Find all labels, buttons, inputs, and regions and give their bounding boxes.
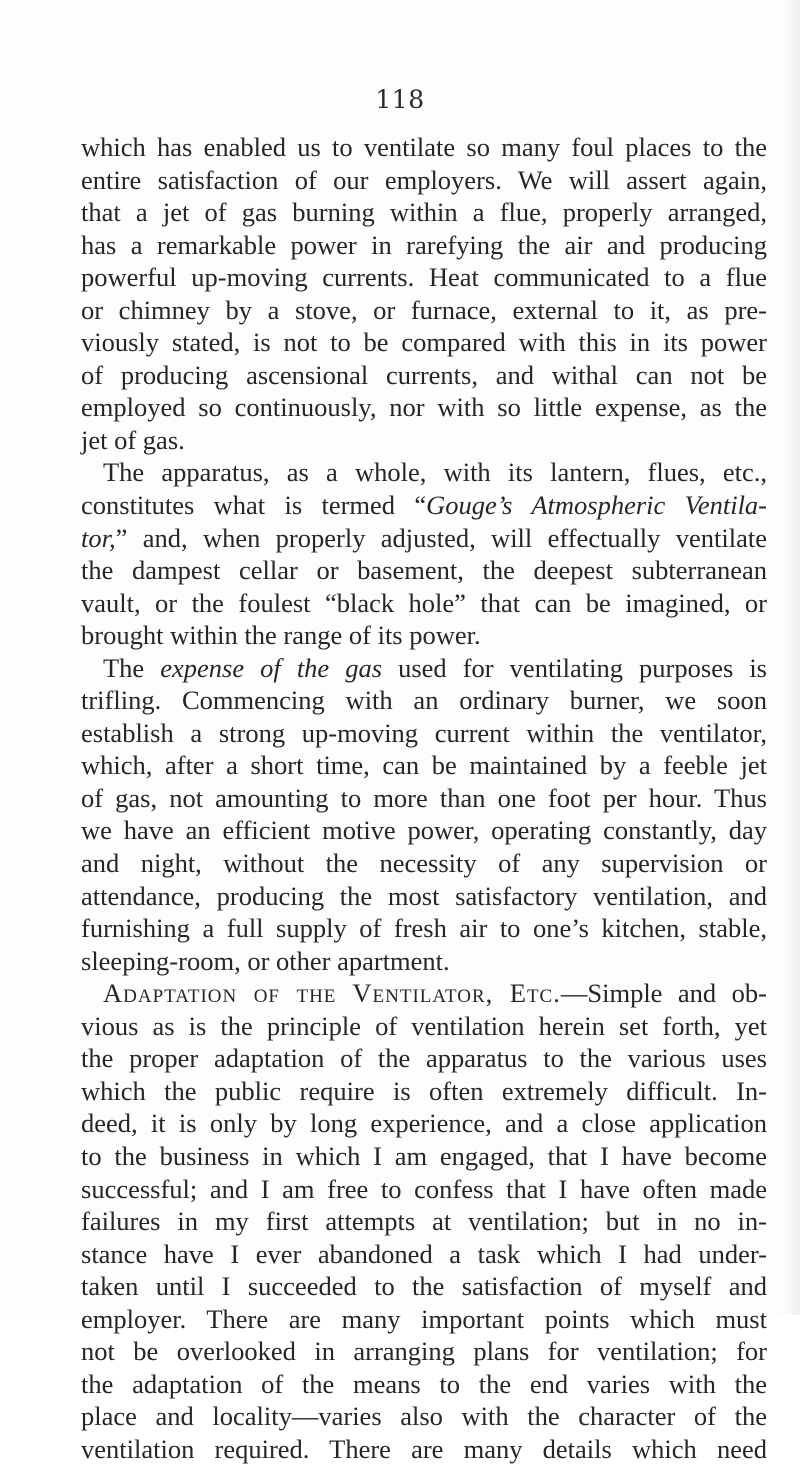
text-line: the adaptation of the means to the end varies with the bbox=[81, 1368, 767, 1399]
text-line: powerful up-moving currents. Heat communicated to a flue bbox=[81, 262, 767, 293]
text-line: ventilation required. There are many details which need bbox=[81, 1433, 767, 1464]
text-line: furnishing a full supply of fresh air to one’s kitchen, stable, bbox=[81, 913, 767, 944]
text-line: has a remarkable power in rarefying the air and producing bbox=[81, 229, 767, 260]
text-line: of gas, not amounting to more than one foot per hour. Thus bbox=[81, 782, 767, 813]
italic-emphasis: expense of the gas bbox=[160, 652, 383, 683]
text-line: employed so continuously, nor with so little expense, as the bbox=[81, 392, 767, 423]
text-line: which the public require is often extremely difficult. In- bbox=[81, 1075, 767, 1106]
text-line: establish a strong up-moving current within the ventilator, bbox=[81, 717, 767, 748]
paragraph-start-line: The expense of the gas used for ventilating purposes is bbox=[103, 652, 767, 683]
text-line: place and locality—varies also with the character of the bbox=[81, 1401, 767, 1432]
text-line: employer. There are many important points which must bbox=[81, 1303, 767, 1334]
text-line: vault, or the foulest “black hole” that can be imagined, or bbox=[81, 587, 767, 618]
text-line: vious as is the principle of ventilation herein set forth, yet bbox=[81, 1010, 767, 1041]
paragraph-start-line: The apparatus, as a whole, with its lantern, flues, etc., bbox=[103, 457, 767, 488]
text-line: the dampest cellar or basement, the deepest subterranean bbox=[81, 555, 767, 586]
text-line: of producing ascensional currents, and withal can not be bbox=[81, 359, 767, 390]
text-line: constitutes what is termed “Gouge’s Atmospheric Ventila- bbox=[81, 490, 768, 521]
section-heading: Adaptation of the Ventilator, Etc. bbox=[103, 978, 561, 1009]
text-line: attendance, producing the most satisfactory ventilation, and bbox=[81, 880, 767, 911]
text-line: the proper adaptation of the apparatus to the various uses bbox=[81, 1043, 767, 1074]
text-line: to the business in which I am engaged, that I have become bbox=[81, 1140, 767, 1171]
text-line: jet of gas. bbox=[81, 424, 185, 455]
page-number: 118 bbox=[375, 85, 425, 114]
text-line: sleeping-room, or other apartment. bbox=[81, 945, 450, 976]
text-line: we have an efficient motive power, operating constantly, day bbox=[81, 815, 767, 846]
text-line: entire satisfaction of our employers. We will assert again, bbox=[81, 164, 767, 195]
text-line: that a jet of gas burning within a flue, properly arranged, bbox=[81, 197, 767, 228]
text-line: brought within the range of its power. bbox=[81, 620, 481, 651]
text-line: deed, it is only by long experience, and a close application bbox=[81, 1108, 767, 1139]
text-line: viously stated, is not to be compared with this in its power bbox=[81, 327, 767, 358]
text-line: or chimney by a stove, or furnace, external to it, as pre- bbox=[81, 294, 767, 325]
text-line: stance have I ever abandoned a task which I had under- bbox=[81, 1238, 767, 1269]
body-text bbox=[81, 131, 767, 1465]
text-line: trifling. Commencing with an ordinary burner, we soon bbox=[81, 685, 767, 716]
section-heading-line: Adaptation of the Ventilator, Etc.—Simple and ob- bbox=[103, 978, 767, 1009]
text-line: taken until I succeeded to the satisfaction of myself and bbox=[81, 1271, 767, 1302]
page-edge-shadow bbox=[782, 0, 800, 1315]
text-line: successful; and I am free to confess that I have often made bbox=[81, 1173, 767, 1204]
text-line: tor,” and, when properly adjusted, will effectually ventilate bbox=[81, 522, 767, 553]
text-line: not be overlooked in arranging plans for ventilation; for bbox=[81, 1336, 767, 1367]
text-line: which has enabled us to ventilate so many foul places to the bbox=[81, 132, 767, 162]
italic-title: Gouge’s Atmospheric Ventila- bbox=[426, 490, 768, 521]
text-line: which, after a short time, can be maintained by a feeble jet bbox=[81, 750, 767, 781]
text-line: failures in my first attempts at ventilation; but in no in- bbox=[81, 1206, 767, 1237]
text-line: and night, without the necessity of any supervision or bbox=[81, 848, 767, 879]
italic-title-end: tor, bbox=[81, 522, 116, 553]
